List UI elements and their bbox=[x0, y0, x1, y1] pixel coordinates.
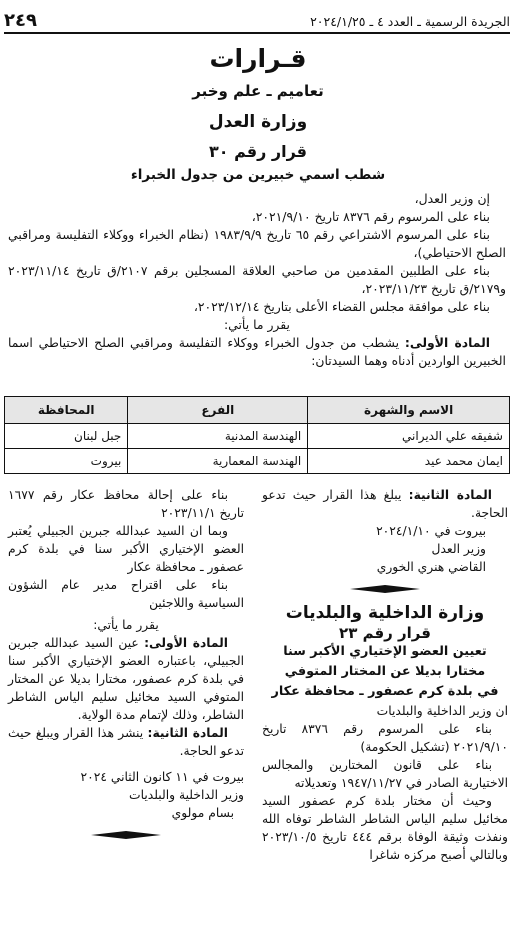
decides-line: يقرر ما يأتي: bbox=[223, 317, 290, 332]
decides-line: يقرر ما يأتي: bbox=[93, 618, 159, 632]
ministry-justice-heading: وزارة العدل bbox=[208, 112, 308, 132]
table-row bbox=[5, 449, 510, 474]
table-row bbox=[5, 424, 510, 449]
table-cell: الهندسة المعمارية bbox=[128, 449, 308, 474]
page-header bbox=[4, 6, 510, 34]
article-2-label: المادة الثانية: bbox=[408, 488, 492, 502]
ornament-divider-icon bbox=[91, 830, 161, 840]
article-2-label: المادة الثانية: bbox=[147, 726, 228, 740]
preamble-line: بناء على إحالة محافظ عكار رقم ١٦٧٧ تاريخ ٢٠٢٣/١١/١ bbox=[8, 488, 244, 520]
preamble-line: وحيث أن مختار بلدة كرم عصفور السيد مخائيل سليم الياس الشاطر الشاطر توفاه الله ونفذت وثيقة الوفاة برقم ٤٤٤ تاريخ ٢٠٢٣/١٠/٥ وبالتالي أصبح مركزه شاغرا bbox=[262, 794, 508, 862]
article-1 bbox=[8, 334, 506, 370]
decision-23-date: بيروت في ١١ كانون الثاني ٢٠٢٤ bbox=[80, 770, 244, 784]
article-2 bbox=[8, 724, 244, 760]
decision-23-signer-name: بسام مولوي bbox=[171, 806, 234, 820]
decision-23-number: قرار رقم ٢٣ bbox=[339, 624, 431, 642]
section-title: قـرارات bbox=[209, 44, 307, 73]
article-1-label: المادة الأولى: bbox=[404, 335, 490, 350]
decision-23-subject-line: في بلدة كرم عصفور ـ محافظة عكار bbox=[271, 684, 499, 699]
article-2-text: ينشر هذا القرار ويبلغ حيث تدعو الحاجة. bbox=[8, 726, 244, 758]
ornament-divider-icon bbox=[350, 584, 420, 594]
decision-30-signer-title: وزير العدل bbox=[431, 542, 486, 556]
preamble-line: ان وزير الداخلية والبلديات bbox=[376, 704, 508, 718]
gazette-issue-line: الجريدة الرسمية ـ العدد ٤ ـ ٢٠٢٤/١/٢٥ bbox=[310, 14, 510, 29]
section-subtitle: تعاميم ـ علم وخبر bbox=[192, 82, 324, 100]
table-header-row bbox=[5, 397, 510, 424]
right-column bbox=[262, 486, 508, 864]
preamble-line: بناء على اقتراح مدير عام الشؤون السياسية واللاجئين bbox=[8, 578, 244, 610]
preamble-line: بناء على موافقة مجلس القضاء الأعلى بتاريخ ٢٠٢٣/١٢/١٤، bbox=[193, 299, 490, 314]
left-column bbox=[8, 486, 244, 840]
decision-30-body bbox=[8, 190, 506, 370]
preamble-line: بناء على المرسوم رقم ٨٣٧٦ تاريخ ٢٠٢١/٩/١٠، bbox=[251, 209, 490, 224]
decision-30-date: بيروت في ٢٠٢٤/١/١٠ bbox=[376, 524, 486, 538]
decision-30-signer-name: القاضي هنري الخوري bbox=[376, 560, 486, 574]
preamble-line: بناء على المرسوم الاشتراعي رقم ٦٥ تاريخ ١٩٨٣/٩/٩ (نظام الخبراء ووكلاء التفليسة ومراقبي الصلح الاحتياطي)، bbox=[8, 227, 506, 260]
article-1-label: المادة الأولى: bbox=[144, 636, 228, 650]
preamble-line: بناء على الطلبين المقدمين من صاحبي العلاقة المسجلين برقم ٢١٠٧/ق تاريخ ٢٠٢٣/١١/١٤ و٢١٧٩/ق تاريخ ٢٠٢٣/١١/٢٣، bbox=[8, 263, 506, 296]
table-cell: شفيقه علي الديراني bbox=[308, 424, 510, 449]
col-header-governorate: المحافظة bbox=[5, 397, 128, 424]
preamble-line: بناء على المرسوم رقم ٨٣٧٦ تاريخ ٢٠٢١/٩/١٠ (تشكيل الحكومة) bbox=[262, 722, 508, 754]
col-header-branch: الفرع bbox=[128, 397, 308, 424]
article-1-text: عين السيد عبدالله جبرين الجبيلي، باعتباره العضو الإختياري الأكبر سنا في بلدة كرم عصفور، مختارا بديلا عن المختار المتوفي السيد مخائيل سليم الياس الشاطر الشاطر، وذلك لإتمام مدة الولاية. bbox=[8, 636, 244, 722]
table-cell: جبل لبنان bbox=[5, 424, 128, 449]
experts-table bbox=[4, 396, 510, 474]
article-2 bbox=[262, 486, 508, 522]
decision-23-subject-line: تعيين العضو الإختياري الأكبر سنا bbox=[283, 644, 487, 659]
preamble-line: بناء على قانون المختارين والمجالس الاختيارية الصادر في ١٩٤٧/١١/٢٧ وتعديلاته bbox=[262, 758, 508, 790]
article-1 bbox=[8, 634, 244, 724]
article-2-text: يبلغ هذا القرار حيث تدعو الحاجة. bbox=[262, 488, 508, 520]
preamble-line: إن وزير العدل، bbox=[414, 191, 490, 206]
ministry-interior-heading: وزارة الداخلية والبلديات bbox=[285, 603, 485, 623]
decision-23-signer-title: وزير الداخلية والبلديات bbox=[129, 788, 244, 802]
page-number: ٢٤٩ bbox=[4, 10, 37, 31]
table-cell: ايمان محمد عيد bbox=[308, 449, 510, 474]
col-header-name: الاسم والشهرة bbox=[308, 397, 510, 424]
decision-23-subject-line: مختارا بديلا عن المختار المتوفي bbox=[284, 664, 486, 679]
article-1-text: يشطب من جدول الخبراء ووكلاء التفليسة ومراقبي الصلح الاحتياطي اسما الخبيرين الواردين أدناه وهما السيدتان: bbox=[8, 335, 506, 368]
decision-30-number: قرار رقم ٣٠ bbox=[208, 142, 308, 161]
decision-30-subject: شطب اسمي خبيرين من جدول الخبراء bbox=[130, 167, 386, 183]
table-cell: الهندسة المدنية bbox=[128, 424, 308, 449]
table-cell: بيروت bbox=[5, 449, 128, 474]
preamble-line: وبما ان السيد عبدالله جبرين الجبيلي يُعتبر العضو الإختياري الأكبر سنا في بلدة كرم عصفور ـ محافظة عكار bbox=[8, 524, 244, 574]
